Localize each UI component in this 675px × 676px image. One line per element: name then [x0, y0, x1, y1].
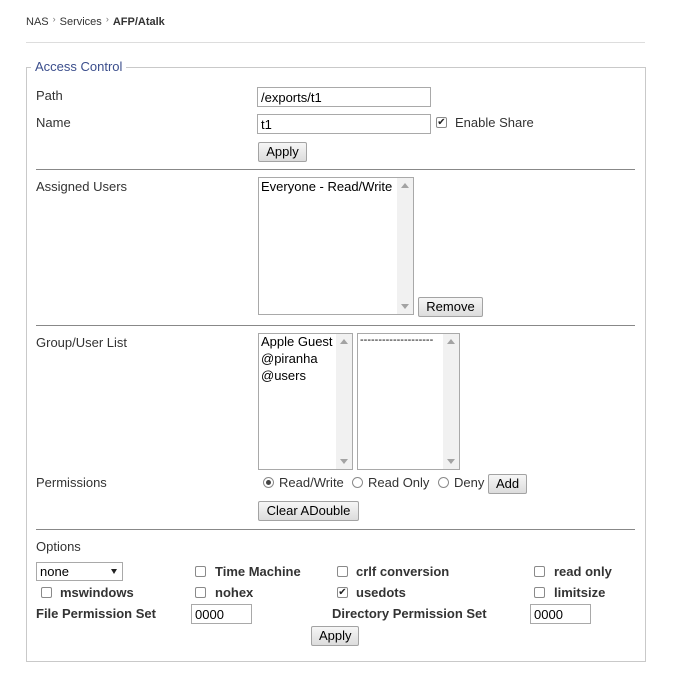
options-select[interactable]: [36, 562, 123, 581]
permission-read-write-radio[interactable]: [263, 477, 274, 488]
scroll-up-icon[interactable]: [401, 183, 409, 188]
crlf-conversion-checkbox[interactable]: [337, 566, 348, 577]
chevron-right-icon: ›: [105, 14, 109, 24]
section-divider: [36, 325, 635, 326]
time-machine-label: Time Machine: [215, 564, 301, 579]
options-label: Options: [36, 539, 81, 554]
path-label: Path: [36, 88, 63, 103]
chevron-right-icon: ›: [52, 14, 56, 24]
file-permission-set-label: File Permission Set: [36, 606, 156, 621]
group-user-list-label: Group/User List: [36, 335, 128, 350]
list-item[interactable]: @users: [261, 368, 306, 383]
permission-read-write-label: Read/Write: [279, 475, 344, 490]
permissions-label: Permissions: [36, 475, 107, 490]
permission-read-only-radio[interactable]: [352, 477, 363, 488]
permission-deny-radio[interactable]: [438, 477, 449, 488]
list-item[interactable]: Everyone - Read/Write: [261, 179, 393, 194]
nohex-checkbox[interactable]: [195, 587, 206, 598]
crlf-conversion-label: crlf conversion: [356, 564, 450, 579]
dropdown-arrow-icon[interactable]: [111, 569, 117, 574]
list-item[interactable]: @piranha: [261, 351, 318, 366]
scrollbar[interactable]: [443, 334, 459, 469]
usedots-checkbox[interactable]: ✔: [338, 587, 347, 598]
name-input[interactable]: [257, 114, 431, 134]
limitsize-label: limitsize: [554, 585, 606, 600]
breadcrumb: [26, 16, 165, 28]
breadcrumb-services[interactable]: Services: [59, 16, 102, 28]
scroll-down-icon[interactable]: [340, 459, 348, 464]
directory-permission-set-label: Directory Permission Set: [332, 606, 487, 621]
read-only-label: read only: [554, 564, 612, 579]
read-only-checkbox[interactable]: [534, 566, 545, 577]
breadcrumb-current: AFP/Atalk: [112, 16, 165, 28]
scroll-up-icon[interactable]: [340, 339, 348, 344]
permission-read-only-label: Read Only: [368, 475, 430, 490]
list-item[interactable]: --------------------: [360, 334, 434, 346]
directory-permission-set-input[interactable]: [530, 604, 591, 624]
enable-share-checkbox[interactable]: ✔: [437, 117, 446, 128]
assigned-users-listbox[interactable]: [258, 177, 414, 315]
add-button[interactable]: Add: [488, 474, 527, 494]
time-machine-checkbox[interactable]: [195, 566, 206, 577]
selected-members-listbox[interactable]: [357, 333, 460, 470]
scroll-down-icon[interactable]: [401, 304, 409, 309]
enable-share-label: Enable Share: [455, 115, 534, 130]
usedots-label: usedots: [356, 585, 406, 600]
permission-deny-label: Deny: [454, 475, 485, 490]
nohex-label: nohex: [215, 585, 254, 600]
scrollbar[interactable]: [336, 334, 352, 469]
assigned-users-label: Assigned Users: [36, 179, 128, 194]
breadcrumb-divider: [26, 42, 645, 43]
apply-button[interactable]: Apply: [258, 142, 307, 162]
name-label: Name: [36, 115, 71, 130]
section-divider: [36, 169, 635, 170]
path-input[interactable]: [257, 87, 431, 107]
options-apply-button[interactable]: Apply: [311, 626, 359, 646]
scrollbar[interactable]: [397, 178, 413, 314]
breadcrumb-nas[interactable]: NAS: [26, 16, 49, 28]
file-permission-set-input[interactable]: [191, 604, 252, 624]
remove-button[interactable]: Remove: [418, 297, 483, 317]
options-select-value: none: [40, 564, 69, 579]
scroll-up-icon[interactable]: [447, 339, 455, 344]
mswindows-checkbox[interactable]: [41, 587, 52, 598]
fieldset-legend: Access Control: [31, 59, 126, 74]
mswindows-label: mswindows: [60, 585, 134, 600]
section-divider: [36, 529, 635, 530]
limitsize-checkbox[interactable]: [534, 587, 545, 598]
clear-adouble-button[interactable]: Clear ADouble: [258, 501, 359, 521]
group-user-listbox[interactable]: [258, 333, 353, 470]
scroll-down-icon[interactable]: [447, 459, 455, 464]
list-item[interactable]: Apple Guest: [261, 334, 333, 349]
